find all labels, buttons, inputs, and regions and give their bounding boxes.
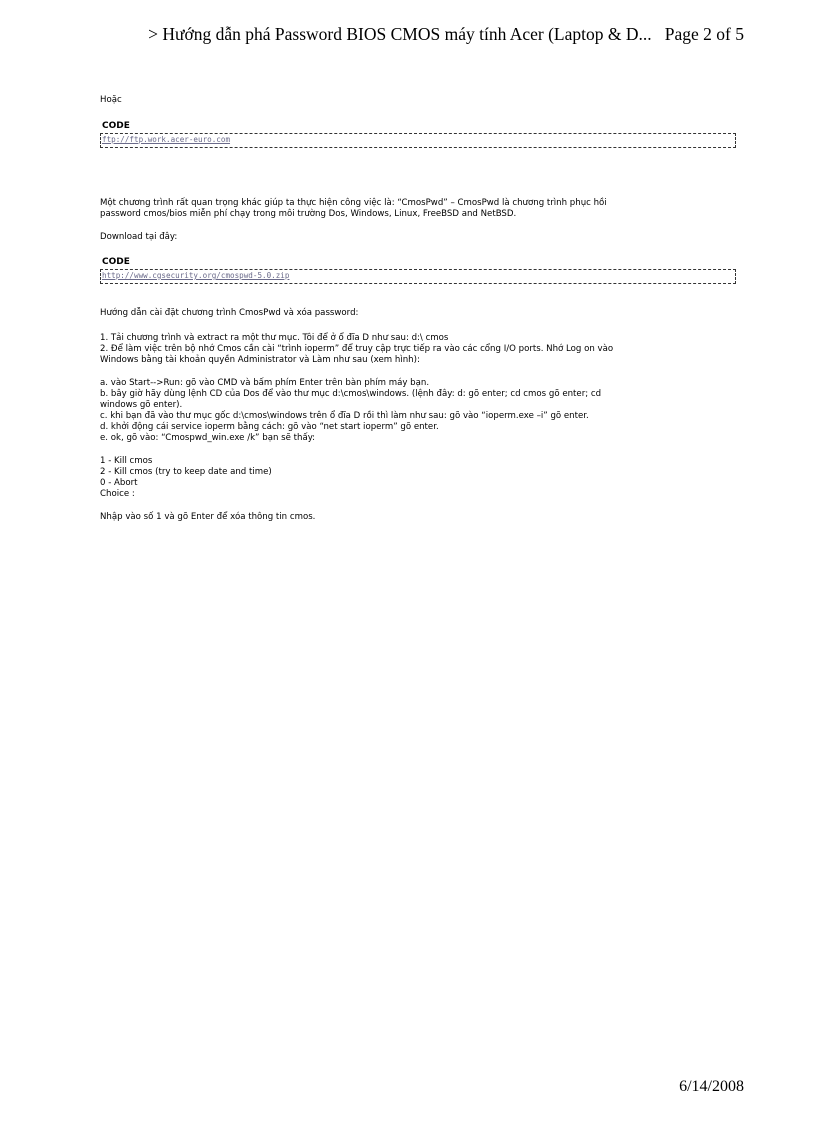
page-footer-date: 6/14/2008	[679, 1078, 744, 1095]
text-download: Download tại đây:	[100, 232, 178, 242]
step-1: 1. Tải chương trình và extract ra một thư mục. Tôi để ở ổ đĩa D như sau: d:\ cmos	[100, 333, 449, 343]
step-e: e. ok, gõ vào: “Cmospwd_win.exe /k” bạn sẽ thấy:	[100, 433, 316, 443]
option-2: 2 - Kill cmos (try to keep date and time)	[100, 467, 272, 477]
code-label: CODE	[102, 121, 130, 131]
page-header	[148, 24, 744, 45]
step-2: 2. Để làm việc trên bộ nhớ Cmos cần cài “trình ioperm” để truy cập trực tiếp ra vào các cổng I/O ports. Nhớ Log on vào Windows bằng tài khoản quyền Administrator và Làm như sau (xem hình):	[100, 344, 614, 365]
ftp-link[interactable]: ftp://ftp.work.acer-euro.com	[102, 135, 231, 144]
option-1: 1 - Kill cmos	[100, 456, 153, 466]
option-0: 0 - Abort	[100, 478, 138, 488]
cmospwd-download-link[interactable]: http://www.cgsecurity.org/cmospwd-5.0.zip	[102, 271, 290, 280]
step-a: a. vào Start-->Run: gõ vào CMD và bấm phím Enter trên bàn phím máy bạn.	[100, 378, 430, 388]
text-final: Nhập vào số 1 và gõ Enter để xóa thông tin cmos.	[100, 512, 316, 522]
text-choice: Choice :	[100, 489, 135, 499]
article-body	[100, 95, 740, 523]
step-c: c. khi bạn đã vào thư mục gốc d:\cmos\windows trên ổ đĩa D rồi thì làm như sau: gõ vào “ioperm.exe –i” gõ enter.	[100, 411, 589, 421]
text-guide: Hướng dẫn cài đặt chương trình CmosPwd và xóa password:	[100, 308, 359, 318]
paragraph-cmospwd: Một chương trình rất quan trọng khác giúp ta thực hiện công việc là: “CmosPwd” – CmosPwd là chương trình phục hồi password cmos/bios miễn phí chạy trong môi trường Dos, Windows, Linux, FreeBSD and NetBSD.	[100, 198, 607, 219]
code-box	[100, 269, 736, 284]
code-box	[100, 133, 736, 148]
code-label: CODE	[102, 257, 130, 267]
header-page-number: Page 2 of 5	[664, 24, 744, 44]
step-d: d. khởi động cái service ioperm bằng cách: gõ vào “net start ioperm” gõ enter.	[100, 422, 439, 432]
text-hoac: Hoặc	[100, 95, 122, 105]
step-b: b. bây giờ hãy dùng lệnh CD của Dos để vào thư mục d:\cmos\windows. (lệnh đây: d: gõ enter; cd cmos gõ enter; cd windows gõ enter).	[100, 389, 602, 410]
header-title: > Hướng dẫn phá Password BIOS CMOS máy tính Acer (Laptop & D...	[148, 24, 652, 44]
